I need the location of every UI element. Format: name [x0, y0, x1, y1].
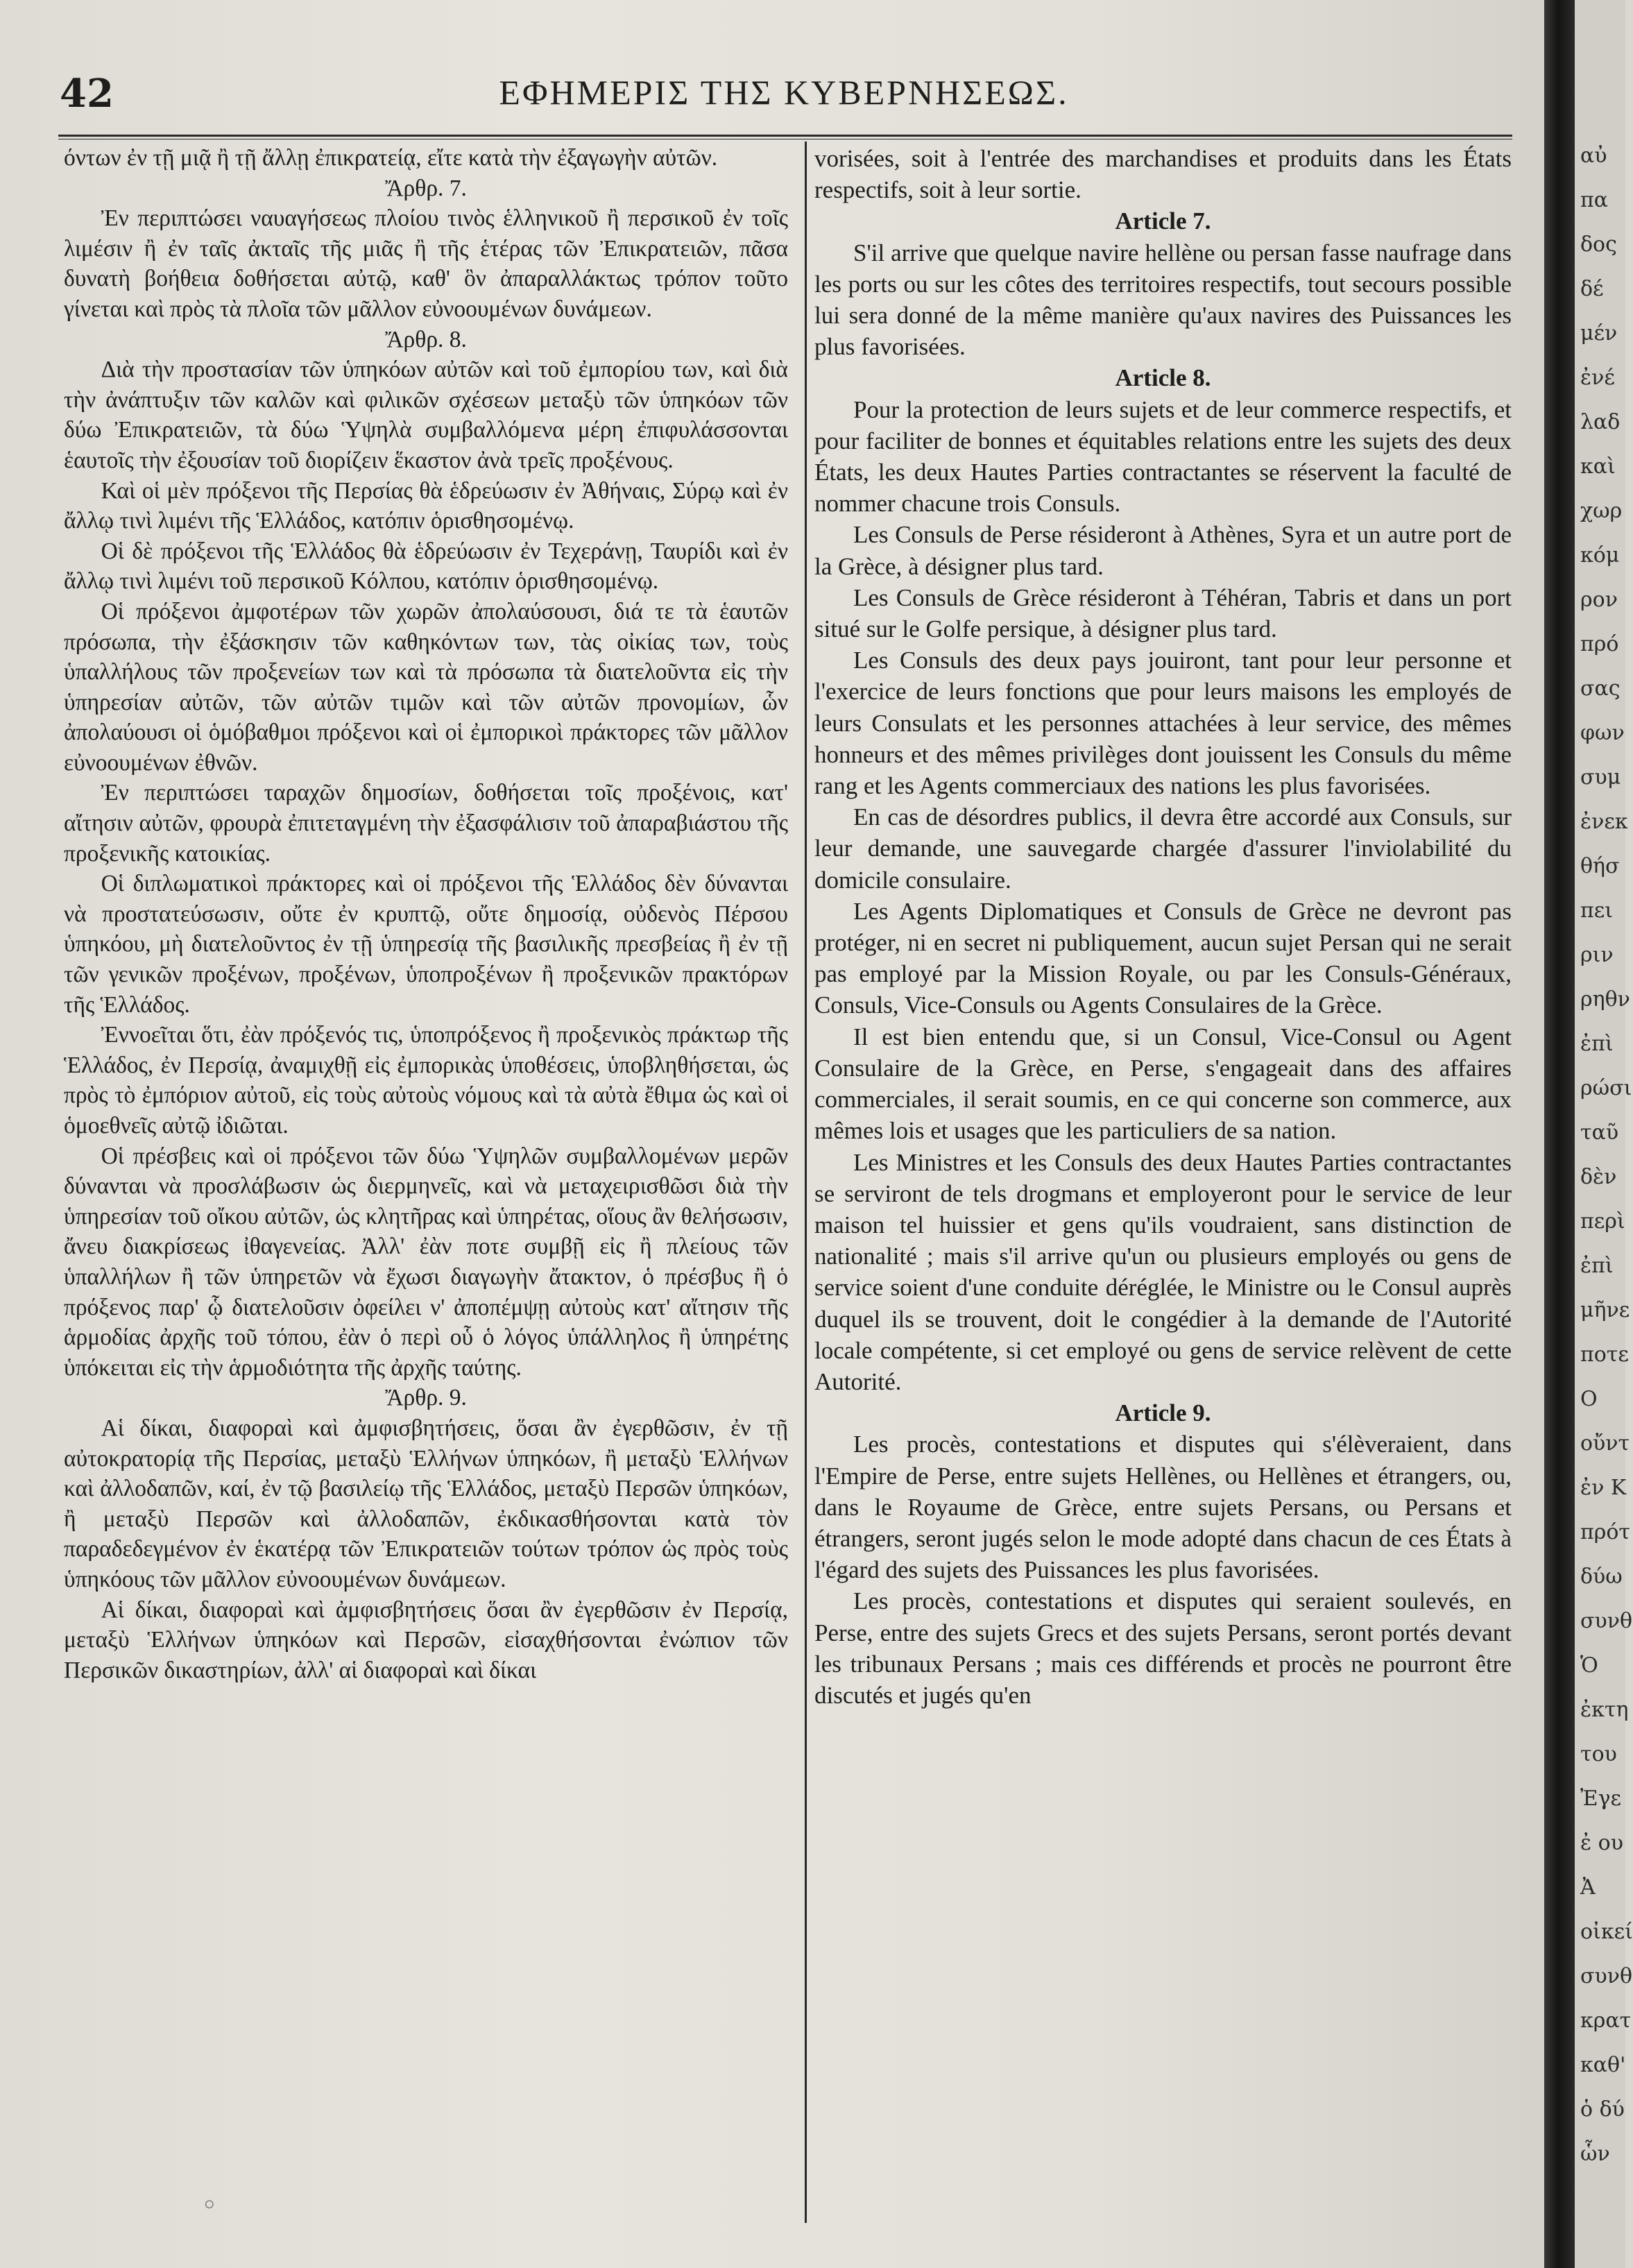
french-text-column [814, 143, 1512, 2224]
next-page-fragment: ἐνέ [1580, 366, 1615, 390]
running-title: ΕΦΗΜΕΡΙΣ ΤΗΣ ΚΥΒΕΡΝΗΣΕΩΣ. [499, 73, 1069, 112]
next-page-fragment: Ἐγε [1580, 1787, 1622, 1811]
next-page-fragment: ποτε [1580, 1342, 1629, 1367]
next-page-fragment: ἐπὶ [1580, 1032, 1614, 1056]
greek-paragraph: όντων ἐν τῇ μιᾷ ἢ τῇ ἄλλῃ ἐπικρατείᾳ, εἴτε κατὰ τὴν ἐξαγωγὴν αὐτῶν. [64, 145, 718, 171]
next-page-fragment: οὔντ [1580, 1431, 1630, 1456]
header-rule [58, 135, 1512, 137]
next-page-fragment: ἐκτη [1580, 1698, 1629, 1722]
greek-paragraph: Αἱ δίκαι, διαφοραὶ καὶ ἀμφισβητήσεις, ὅσαι ἂν ἐγερθῶσιν, ἐν τῇ αὐτοκρατορίᾳ τῆς Περσίας, μεταξὺ Ἑλλήνων ὑπηκόων, ἢ μεταξὺ Ἑλλήνων καὶ ἀλλοδαπῶν, καί, ἐν τῷ βασιλείῳ τῆς Ἑλλάδος, μεταξὺ Περσῶν ὑπηκόων, ἢ μεταξὺ Περσῶν καὶ ἀλλοδαπῶν, ἐκδικασθήσονται κατὰ τὸν παραδεδεγμένον ἐν ἑκατέρᾳ τῶν Ἐπικρατειῶν τούτων τρόπον ὡς πρὸς τοὺς ὑπηκόους τῶν μᾶλλον εὐνοουμένων δυνάμεων. [64, 1415, 788, 1592]
book-gutter [1544, 0, 1575, 2268]
next-page-fragment: περὶ [1580, 1209, 1625, 1234]
next-page-fragment: σας [1580, 676, 1621, 701]
next-page-fragment: ἐν Κ [1580, 1476, 1627, 1500]
next-page-fragment: Ο [1580, 1387, 1598, 1411]
next-page-fragment: Ὁ [1580, 1653, 1598, 1678]
next-page-fragment: θήσ [1580, 854, 1620, 878]
next-page-fragment: μῆνε [1580, 1298, 1630, 1322]
greek-paragraph: Διὰ τὴν προστασίαν τῶν ὑπηκόων αὐτῶν καὶ τοῦ ἐμπορίου των, καὶ διὰ τὴν ἀνάπτυξιν τῶν καλῶν καὶ φιλικῶν σχέσεων μεταξὺ τῶν ὑπηκόων τῶν δύω Ἐπικρατειῶν, τὰ δύω Ὑψηλὰ συμβαλλόμενα μέρη ἐπιφυλάσσονται ἑαυτοῖς τὴν ἐξουσίαν τοῦ διορίζειν ἕκαστον ἀνὰ τρεῖς προξένους. [64, 357, 788, 473]
page-number: 42 [60, 71, 114, 117]
greek-text-column [64, 143, 788, 2224]
next-page-fragment: ρον [1580, 588, 1618, 612]
next-page-fragment: ταῦ [1580, 1120, 1619, 1145]
greek-article-heading: Ἄρθρ. 7. [385, 175, 467, 201]
next-page-fragment: ἐνεκ [1580, 810, 1628, 834]
next-page-fragment: καὶ [1580, 454, 1616, 479]
next-page-fragment: συνθ [1580, 1964, 1633, 1988]
greek-paragraph: Οἱ πρέσβεις καὶ οἱ πρόξενοι τῶν δύω Ὑψηλῶν συμβαλλομένων μερῶν δύνανται νὰ προσλάβωσιν ὡς διερμηνεῖς, καὶ νὰ μεταχειρισθῶσι διὰ τὴν ὑπηρεσίαν τοῦ οἴκου αὐτῶν, ὡς κλητῆρας καὶ ὑπηρέτας, οἵους ἂν θελήσωσιν, ἄνευ διακρίσεως ἰθαγενείας. Ἀλλ' ἐὰν ποτε συμβῇ εἰς ἢ πλείους τῶν ὑπαλλήλων ἢ τῶν ὑπηρετῶν νὰ ἔχωσι διαγωγὴν ἄτακτον, ὁ πρέσβυς ἢ ὁ πρόξενος παρ' ᾧ διατελοῦσιν ὀφείλει ν' ἀποπέμψῃ αὐτοὺς κατ' αἴτησιν τῆς ἁρμοδίας ἀρχῆς τοῦ τόπου, ἐὰν ὁ περὶ οὗ ὁ λόγος ὑπάλληλος ἢ ὑπηρέτης ὑπόκειται εἰς τὴν ἁρμοδιότητα τῆς ἀρχῆς ταύτης. [64, 1143, 788, 1381]
next-page-fragment: δύω [1580, 1564, 1623, 1589]
next-page-fragment: συμ [1580, 765, 1621, 790]
next-page-fragment: του [1580, 1742, 1617, 1766]
greek-paragraph: Αἱ δίκαι, διαφοραὶ καὶ ἀμφισβητήσεις ὅσαι ἂν ἐγερθῶσιν ἐν Περσίᾳ, μεταξὺ Ἑλλήνων ὑπηκόων καὶ Περσῶν, εἰσαχθήσονται ἐνώπιον τῶν Περσικῶν δικαστηρίων, ἀλλ' αἱ διαφοραὶ καὶ δίκαι [64, 1596, 788, 1683]
french-paragraph: Les Consuls de Grèce résideront à Téhéran, Tabris et dans un port situé sur le Golfe persique, à désigner plus tard. [814, 583, 1512, 643]
next-page-fragment: ρώσι [1580, 1076, 1632, 1100]
french-paragraph: Les Consuls des deux pays jouiront, tant pour leur personne et l'exercice de leurs fonctions que pour leurs maisons les employés de leurs Consulats et les personnes attachées à leur service, des mêmes honneurs et des mêmes privilèges dont jouissent les Consuls du même rang et les Agents commerciaux des nations les plus favorisées. [814, 647, 1512, 800]
next-page-fragment: δος [1580, 232, 1617, 257]
greek-paragraph: Ἐν περιπτώσει ταραχῶν δημοσίων, δοθήσεται τοῖς προξένοις, κατ' αἴτησιν αὐτῶν, φρουρὰ ἐπιτεταγμένη τὴν ἐξασφάλισιν τοῦ ἀπαραβιάστου τῆς προξενικῆς κατοικίας. [64, 780, 788, 867]
next-page-fragment: οἰκεί [1580, 1920, 1633, 1944]
next-page-fragment: ὁ δύ [1580, 2097, 1625, 2122]
next-page-fragment: συνθ [1580, 1609, 1633, 1633]
french-paragraph: Les Consuls de Perse résideront à Athènes, Syra et un autre port de la Grèce, à désigner plus tard. [814, 521, 1512, 580]
next-page-fragment: κρατ [1580, 2009, 1632, 2033]
greek-paragraph: Ἐν περιπτώσει ναυαγήσεως πλοίου τινὸς ἑλληνικοῦ ἢ περσικοῦ ἐν τοῖς λιμέσιν ἢ ἐν ταῖς ἀκταῖς τῆς μιᾶς ἢ τῆς ἑτέρας τῶν Ἐπικρατειῶν, πᾶσα δυνατὴ βοήθεια δοθήσεται αὐτῷ, καθ' ὃν ἀπαραλλάκτως τρόπον τοῦτο γίνεται καὶ πρὸς τὰ πλοῖα τῶν μᾶλλον εὐνοουμένων δυνάμεων. [64, 205, 788, 322]
next-page-fragment: Ἀ [1580, 1875, 1596, 1900]
french-article-heading: Article 9. [1115, 1399, 1211, 1427]
next-page-fragment: χωρ [1580, 499, 1623, 523]
next-page-fragment: ὧν [1580, 2142, 1610, 2166]
french-article-heading: Article 7. [1115, 207, 1211, 235]
next-page-fragment: δὲν [1580, 1165, 1617, 1189]
next-page-fragment: ρηθν [1580, 987, 1630, 1012]
next-page-fragment: κόμ [1580, 543, 1620, 568]
french-paragraph: Les Agents Diplomatiques et Consuls de Grèce ne devront pas protéger, ni en secret ni publiquement, aucun sujet Persan qui ne serait pas employé par la Mission Royale, ou par les Consuls-Généraux, Consuls, Vice-Consuls ou Agents Consulaires de la Grèce. [814, 897, 1512, 1019]
next-page-fragment: πει [1580, 898, 1614, 923]
greek-paragraph: Οἱ διπλωματικοὶ πράκτορες καὶ οἱ πρόξενοι τῆς Ἑλλάδος δὲν δύνανται νὰ προστατεύσωσιν, οὔτε ἐν κρυπτῷ, οὔτε δημοσίᾳ, οὐδενὸς Πέρσου ὑπηκόου, μὴ διατελοῦντος ἐν τῇ ὑπηρεσίᾳ τῆς βασιλικῆς πρεσβείας ἢ ἐν τῇ τῶν γενικῶν προξένων, προξένων, ὑποπροξένων ἢ προξενικῶν πρακτόρων τῆς Ἑλλάδος. [64, 871, 788, 1018]
french-paragraph: En cas de désordres publics, il devra être accordé aux Consuls, sur leur demande, une sauvegarde chargée d'assurer l'inviolabilité du domicile consulaire. [814, 803, 1512, 894]
next-page-fragment: ριν [1580, 943, 1614, 967]
french-paragraph: S'il arrive que quelque navire hellène ou persan fasse naufrage dans les ports ou sur les côtes des territoires respectifs, tout secours possible lui sera donné de la même manière qu'aux navires des Puissances les plus favorisées. [814, 239, 1512, 361]
greek-article-heading: Ἄρθρ. 8. [385, 326, 467, 352]
adjacent-page-edge [1575, 0, 1633, 2268]
greek-paragraph: Οἱ δὲ πρόξενοι τῆς Ἑλλάδος θὰ ἑδρεύωσιν ἐν Τεχεράνῃ, Ταυρίδι καὶ ἐν ἄλλῳ τινὶ λιμένι τοῦ περσικοῦ Κόλπου, κατόπιν ὁρισθησομένῳ. [64, 538, 788, 595]
french-article-heading: Article 8. [1115, 364, 1211, 392]
next-page-fragment: πρό [1580, 632, 1619, 656]
greek-paragraph: Οἱ πρόξενοι ἀμφοτέρων τῶν χωρῶν ἀπολαύσουσι, διά τε τὰ ἑαυτῶν πρόσωπα, τὴν ἐξάσκησιν τῶν καθηκόντων των, τὰς οἰκίας των, τοὺς ὑπαλλήλους τῶν προξενείων των καὶ τὰ πρόσωπα τὰ διατελοῦντα εἰς τὴν ὑπηρεσίαν αὐτῶν, τῶν αὐτῶν τιμῶν καὶ τῶν αὐτῶν προνομίων, ὧν ἀπολαύουσι οἱ ὁμόβαθμοι πρόξενοι καὶ οἱ ἐμπορικοὶ πράκτορες τῶν μᾶλλον εὐνοουμένων ἐθνῶν. [64, 598, 788, 776]
french-paragraph: Les Ministres et les Consuls des deux Hautes Parties contractantes se serviront de tels drogmans et employeront pour le service de leur maison tel huissier et gens qu'ils voudraient, sans distinction de nationalité ; mais s'il arrive qu'un ou plusieurs employés ou gens de service soient d'une conduite déréglée, le Ministre ou le Consul auprès duquel ils se trouvent, doit le congédier à la demande de l'Autorité locale compétente, si cet employé ou gens de service relèvent de cette Autorité. [814, 1148, 1512, 1395]
next-page-fragment: πρότ [1580, 1520, 1631, 1544]
french-paragraph: Les procès, contestations et disputes qui seraient soulevés, en Perse, entre des sujets Grecs et des sujets Persans, seront portés devant les tribunaux Persans ; mais ces différends et procès ne pourront être discutés et jugés qu'en [814, 1587, 1512, 1709]
french-paragraph: vorisées, soit à l'entrée des marchandises et produits dans les États respectifs, soit à leur sortie. [814, 145, 1512, 204]
column-divider [805, 142, 807, 2223]
page-header [42, 67, 1526, 129]
greek-article-heading: Ἄρθρ. 9. [385, 1385, 467, 1411]
next-page-fragment: πα [1580, 188, 1608, 212]
next-page-fragment: μέν [1580, 321, 1618, 346]
french-paragraph: Il est bien entendu que, si un Consul, Vice-Consul ou Agent Consulaire de la Grèce, en Perse, s'engageait dans des affaires commerciales, il serait soumis, en ce qui concerne son commerce, aux mêmes lois et usages que les particuliers de sa nation. [814, 1023, 1512, 1145]
greek-paragraph: Ἐννοεῖται ὅτι, ἐὰν πρόξενός τις, ὑποπρόξενος ἢ προξενικὸς πράκτωρ τῆς Ἑλλάδος, ἐν Περσίᾳ, ἀναμιχθῇ εἰς ἐμπορικὰς ὑποθέσεις, ὑποβληθήσεται, ὡς πρὸς τὸ ἐμπόριον αὐτοῦ, εἰς τοὺς αὐτοὺς νόμους καὶ τὰ αὐτὰ ἔθιμα ὡς καὶ οἱ ὁμοεθνεῖς αὐτῷ ἰδιῶται. [64, 1022, 788, 1139]
ink-mark: ◦ [201, 2190, 218, 2222]
french-paragraph: Pour la protection de leurs sujets et de leur commerce respectifs, et pour faciliter de bonnes et équitables relations entre les sujets des deux États, les deux Hautes Parties contractantes se réservent la faculté de nommer chacune trois Consuls. [814, 395, 1512, 518]
greek-paragraph: Καὶ οἱ μὲν πρόξενοι τῆς Περσίας θὰ ἑδρεύωσιν ἐν Ἀθήναις, Σύρῳ καὶ ἐν ἄλλῳ τινὶ λιμένι τῆς Ἑλλάδος, κατόπιν ὁρισθησομένῳ. [64, 477, 788, 534]
next-page-fragment: αὐ [1580, 144, 1607, 168]
next-page-fragment: λαδ [1580, 410, 1621, 434]
next-page-fragment: ἐ ου [1580, 1831, 1623, 1855]
next-page-fragment: καθ' [1580, 2053, 1626, 2077]
next-page-fragment: δέ [1580, 277, 1604, 301]
next-page-fragment: ἐπὶ [1580, 1254, 1614, 1278]
next-page-fragment: φων [1580, 721, 1625, 745]
french-paragraph: Les procès, contestations et disputes qui s'élèveraient, dans l'Empire de Perse, entre sujets Hellènes, ou Hellènes et étrangers, ou, dans le Royaume de Grèce, entre sujets Persans, ou Persans et étrangers, seront jugés selon le mode adopté dans chacun de ces États à l'égard des sujets des Puissances les plus favorisées. [814, 1431, 1512, 1584]
